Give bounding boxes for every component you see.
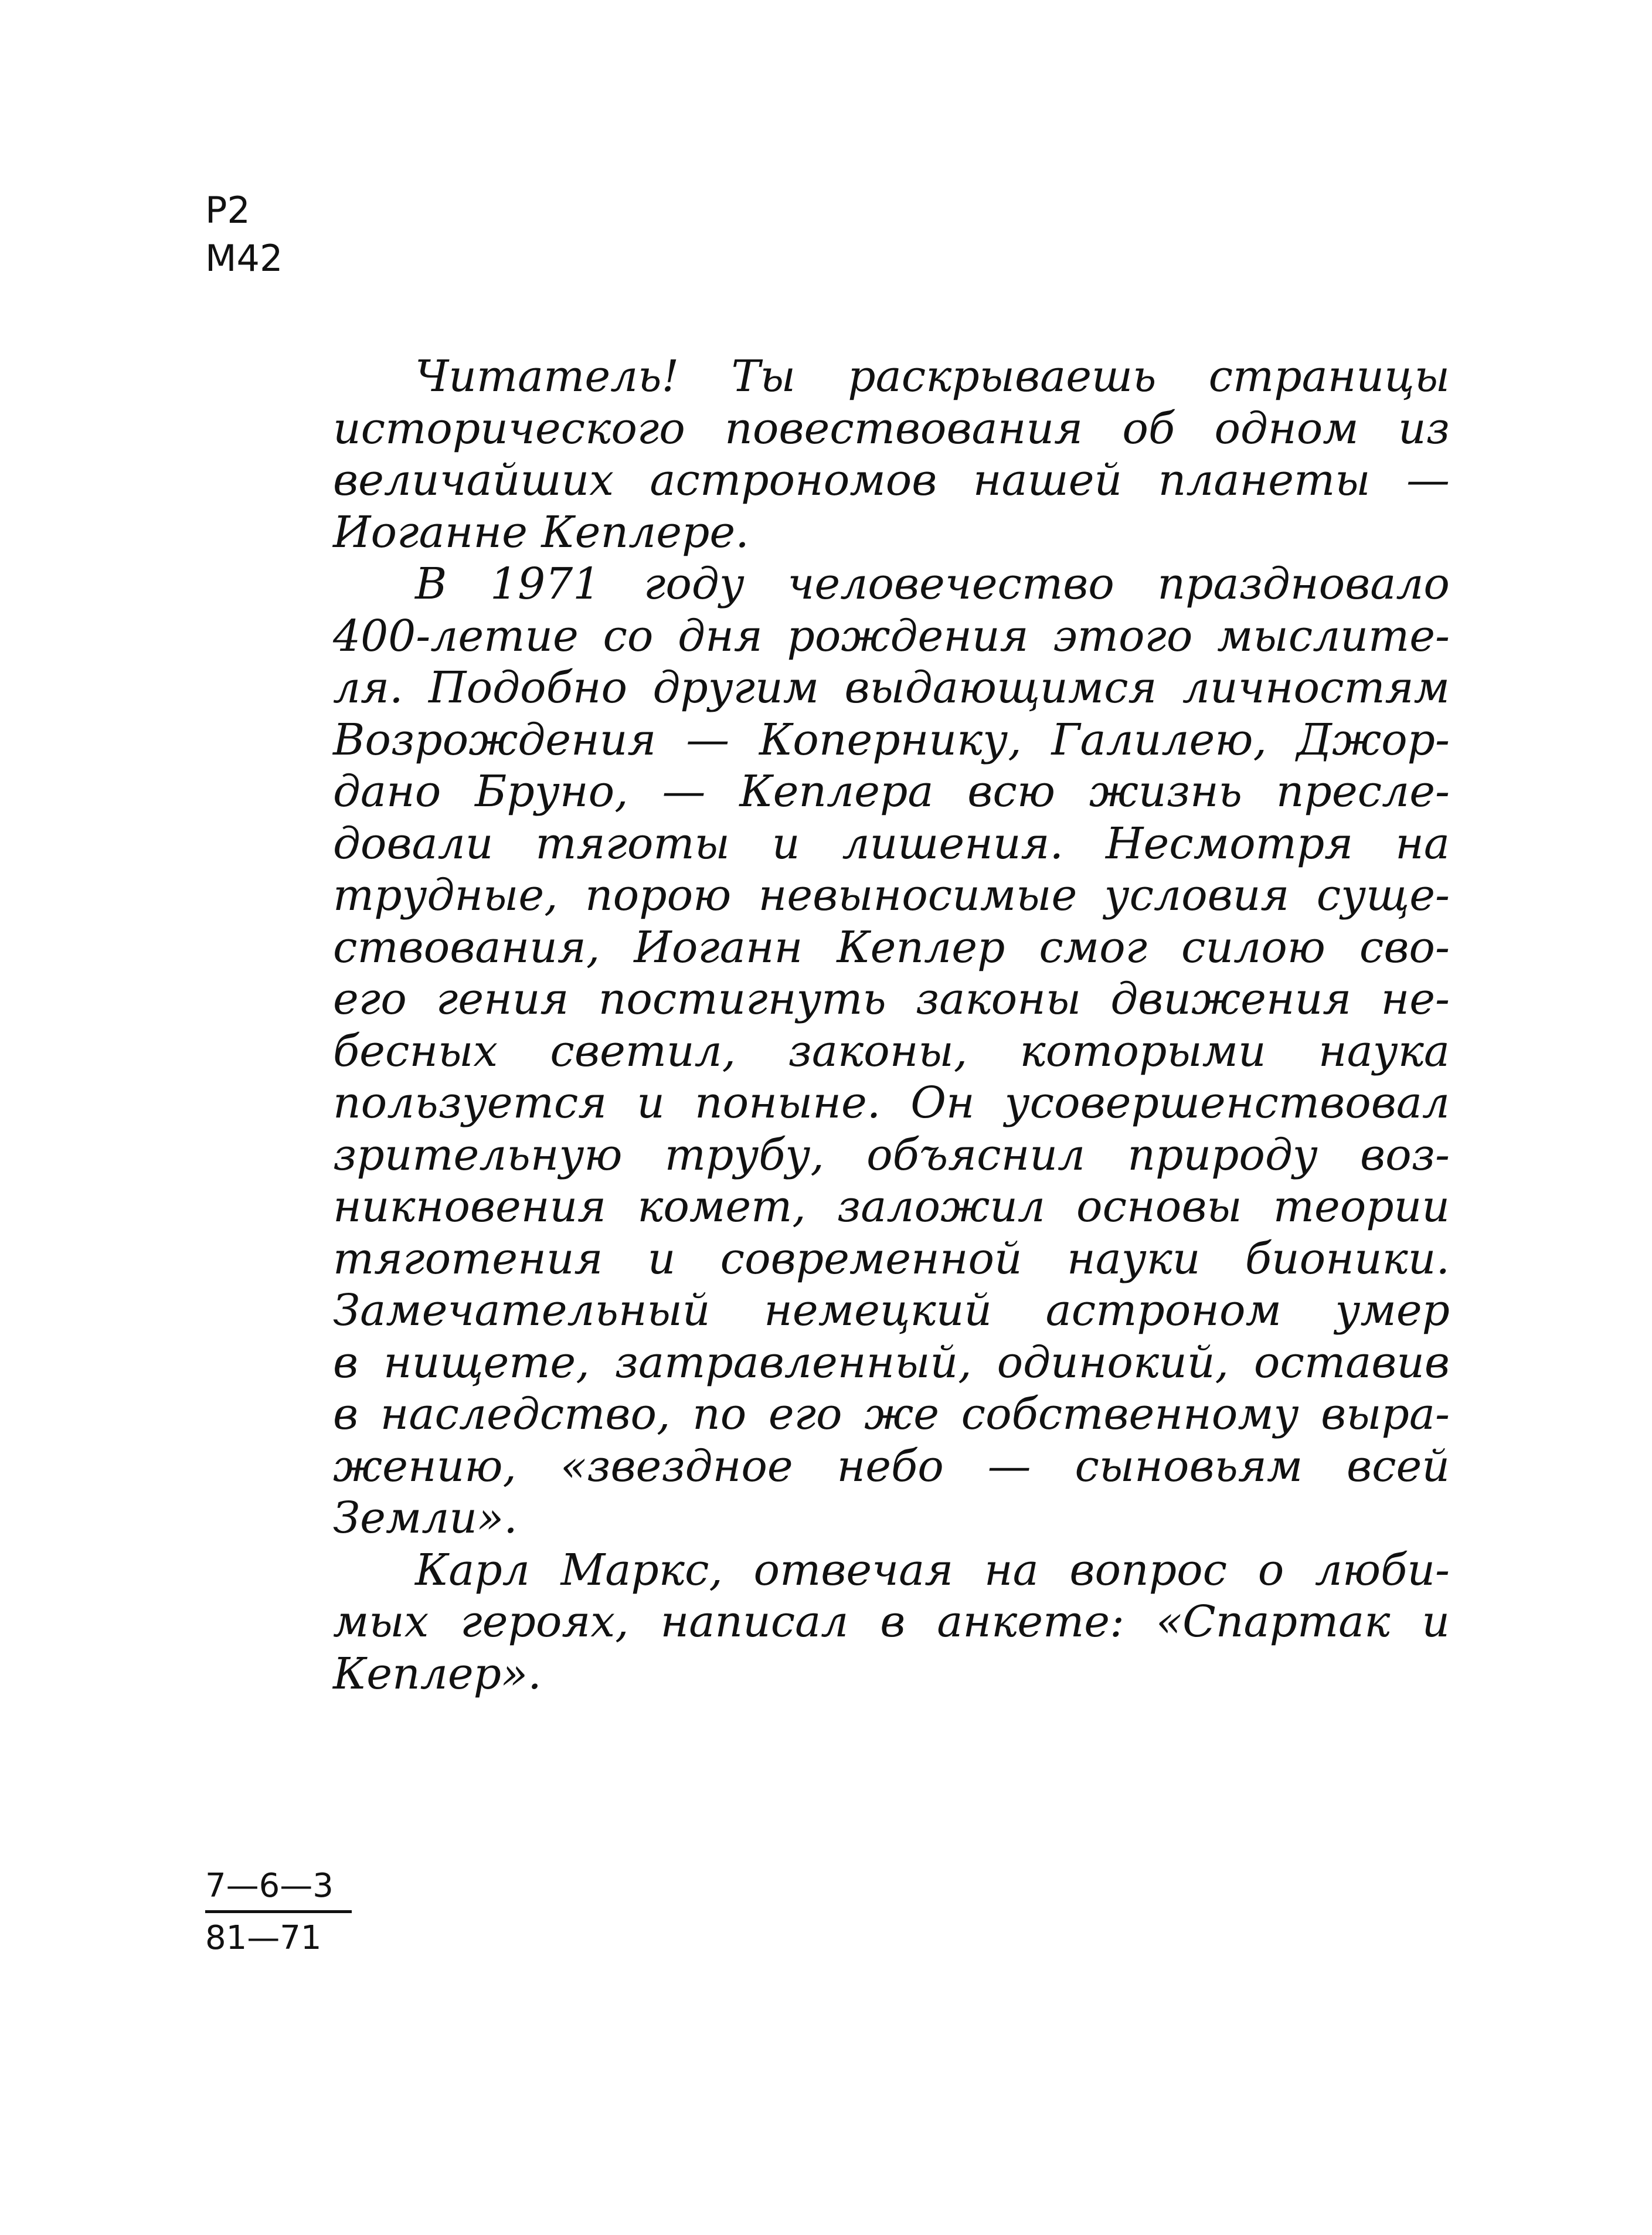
text-line: никновения комет, заложил основы теории — [333, 1181, 1450, 1232]
text-line: довали тяготы и лишения. Несмотря на — [333, 818, 1450, 869]
index-code-line-1: Р2 — [205, 189, 250, 232]
text-line: в наследство, по его же собственному выра- — [333, 1389, 1450, 1439]
text-line: его гения постигнуть законы движения не- — [333, 974, 1450, 1024]
text-line: в нищете, затравленный, одинокий, оставив — [333, 1337, 1450, 1388]
text-line: Замечательный немецкий астроном умер — [333, 1285, 1450, 1336]
text-line: дано Бруно, — Кеплера всю жизнь пресле- — [333, 766, 1450, 817]
library-index-code — [205, 186, 283, 283]
text-line: 400-летие со дня рождения этого мыслите- — [333, 610, 1450, 661]
text-line: Карл Маркс, отвечая на вопрос о люби- — [415, 1544, 1450, 1595]
text-line: исторического повествования об одном из — [333, 403, 1450, 454]
text-line: В 1971 году человечество праздновало — [415, 559, 1450, 609]
text-line: мых героях, написал в анкете: «Спартак и — [333, 1597, 1450, 1647]
text-line: зрительную трубу, объяснил природу воз- — [333, 1129, 1450, 1180]
annotation-text — [333, 351, 1450, 1700]
text-line: Земли». — [333, 1493, 518, 1543]
text-line: Возрождения — Копернику, Галилею, Джор- — [333, 714, 1450, 765]
text-line: ля. Подобно другим выдающимся личностям — [333, 663, 1450, 713]
text-line: жению, «звездное небо — сыновьям всей — [333, 1441, 1450, 1492]
text-line: трудные, порою невыносимые условия суще- — [333, 870, 1450, 921]
text-line: Иоганне Кеплере. — [333, 507, 749, 558]
fraction-denominator: 81—71 — [205, 1919, 322, 1957]
fraction-bar — [205, 1910, 352, 1913]
text-line: величайших астрономов нашей планеты — — [333, 455, 1450, 505]
text-line: Кеплер». — [333, 1648, 542, 1699]
text-line: бесных светил, законы, которыми наука — [333, 1025, 1450, 1076]
publication-fraction-code — [205, 1863, 358, 1961]
index-code-line-2: М42 — [205, 237, 283, 280]
fraction-numerator: 7—6—3 — [205, 1867, 334, 1905]
text-line: ствования, Иоганн Кеплер смог силою сво- — [333, 922, 1450, 973]
text-line: тяготения и современной науки бионики. — [333, 1233, 1450, 1284]
text-line: Читатель! Ты раскрываешь страницы — [415, 351, 1450, 402]
text-line: пользуется и поныне. Он усовершенствовал — [333, 1078, 1450, 1128]
